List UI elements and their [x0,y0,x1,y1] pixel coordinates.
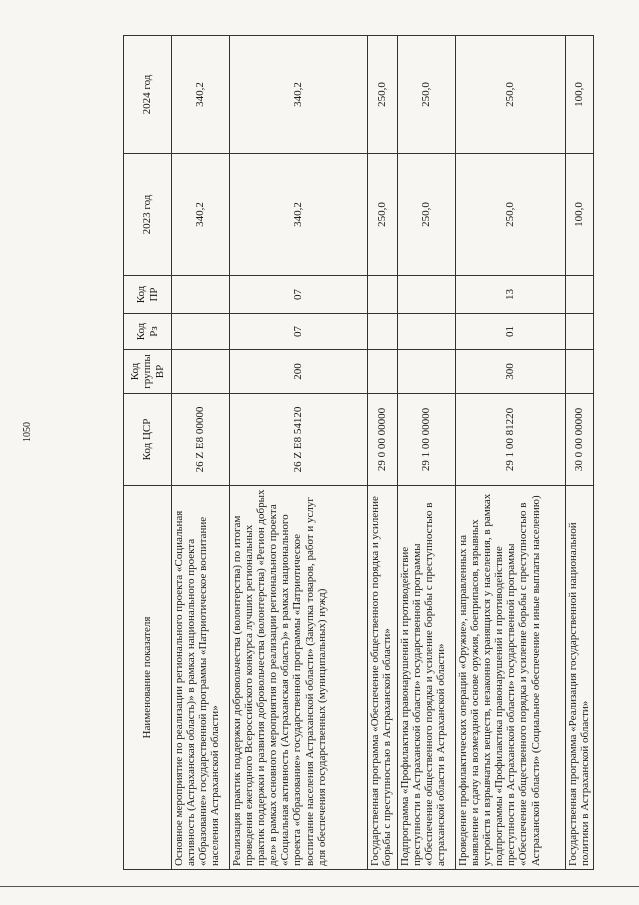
row-vr [368,350,398,394]
header-name: Наименование показателя [124,486,172,870]
row-rz [368,314,398,350]
header-2023: 2023 год [124,154,172,276]
row-csr: 29 1 00 00000 [398,394,456,486]
row-vr: 300 [456,350,566,394]
row-pr [398,276,456,314]
row-2023: 250,0 [456,154,566,276]
row-2023: 340,2 [230,154,368,276]
row-name: Проведение профилактических операций «Оружие», направленных на выявление и сдачу на возмездной основе оружия, боеприпасов, взрывных устройств и взрывчатых веществ, незаконно хранящихся у населения, в рамках подпрограммы «Профилактика правонарушений и противодействие преступности в Астраханской области» государственной программы «Обеспечение общественного порядка и усиление борьбы с преступностью в Астраханской области» (Социальное обеспечение и иные выплаты населению) [456,486,566,870]
table-row [368,36,398,870]
table-row [398,36,456,870]
header-row [124,36,172,870]
row-name: Подпрограмма «Профилактика правонарушений и противодействие преступности в Астраханской области» государственной программы «Обеспечение общественного порядка и усиление борьбы с преступностью в астраханской области в Астраханской области» [398,486,456,870]
header-csr: Код ЦСР [124,394,172,486]
budget-table [123,35,594,870]
row-vr [566,350,594,394]
row-name: Основное мероприятие по реализации регионального проекта «Социальная активность (Астраханская область)» в рамках национального проекта «Образование» государственной программы «Патриотическое воспитание населения Астраханской области» [172,486,230,870]
row-2024: 340,2 [172,36,230,154]
row-pr: 13 [456,276,566,314]
row-name: Реализация практик поддержки добровольчества (волонтерства) по итогам проведения ежегодного Всероссийского конкурса лучших региональных практик поддержки и развития добровольчества (волонтерства) «Регион добрых дел» в рамках основного мероприятия по реализации регионального проекта «Социальная активность (Астраханская область)» в рамках национального проекта «Образование» государственной программы «Патриотическое воспитание населения Астраханской области» (Закупка товаров, работ и услуг для обеспечения государственных (муниципальных) нужд) [230,486,368,870]
row-2024: 340,2 [230,36,368,154]
row-vr: 200 [230,350,368,394]
row-2023: 250,0 [368,154,398,276]
row-rz [172,314,230,350]
row-pr [566,276,594,314]
row-2024: 250,0 [368,36,398,154]
row-2024: 250,0 [456,36,566,154]
row-csr: 26 Z E8 54120 [230,394,368,486]
table-row [566,36,594,870]
row-name: Государственная программа «Обеспечение общественного порядка и усиление борьбы с преступностью в Астраханской области» [368,486,398,870]
bottom-rule [0,886,639,887]
row-rz [566,314,594,350]
table-row [172,36,230,870]
row-csr: 26 Z E8 00000 [172,394,230,486]
row-2024: 250,0 [398,36,456,154]
header-vr: Код группы ВР [124,350,172,394]
row-csr: 29 1 00 81220 [456,394,566,486]
row-name: Государственная программа «Реализация государственной национальной политики в Астраханской области» [566,486,594,870]
header-2024: 2024 год [124,36,172,154]
row-pr [368,276,398,314]
header-rz: Код Рз [124,314,172,350]
page-number: 1050 [22,422,33,442]
row-pr: 07 [230,276,368,314]
rotated-table-wrapper [123,36,593,870]
row-rz: 07 [230,314,368,350]
row-2024: 100,0 [566,36,594,154]
row-csr: 30 0 00 00000 [566,394,594,486]
row-csr: 29 0 00 00000 [368,394,398,486]
row-vr [172,350,230,394]
header-pr: Код ПР [124,276,172,314]
row-2023: 250,0 [398,154,456,276]
row-pr [172,276,230,314]
table-row [230,36,368,870]
table-row [456,36,566,870]
row-rz [398,314,456,350]
row-rz: 01 [456,314,566,350]
row-2023: 340,2 [172,154,230,276]
row-vr [398,350,456,394]
row-2023: 100,0 [566,154,594,276]
